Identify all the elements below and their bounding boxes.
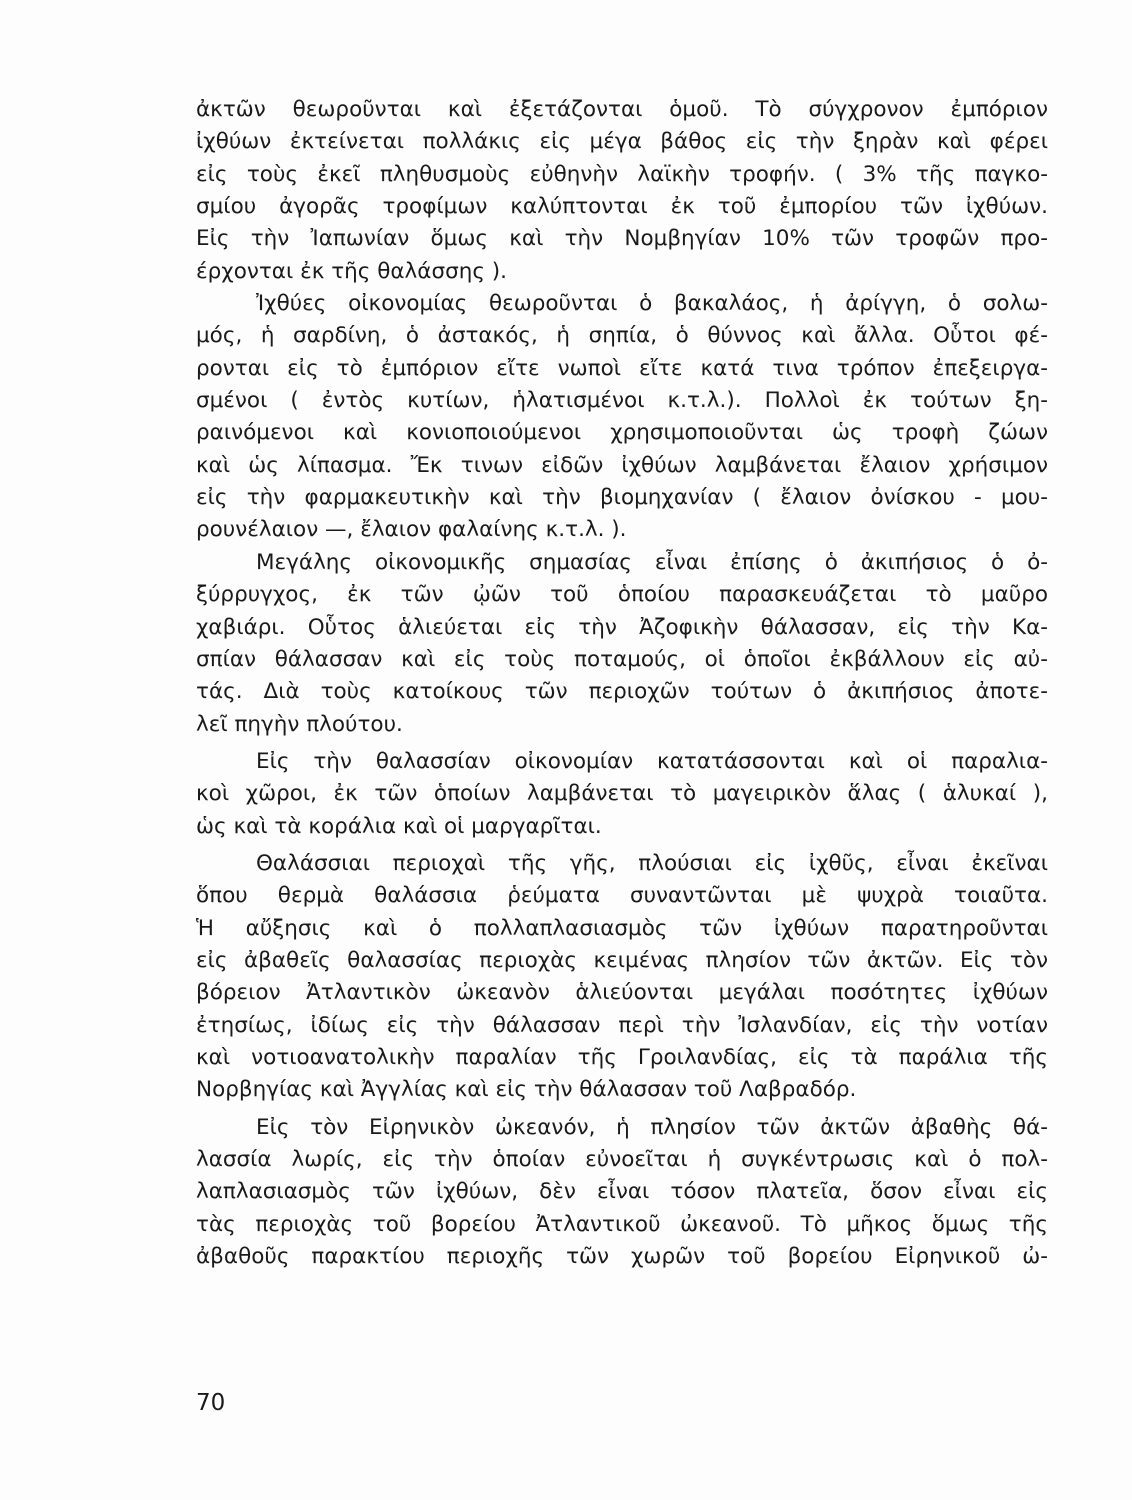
text-line: Νορβηγίας καὶ Ἀγγλίας καὶ εἰς τὴν θάλασσαν τοῦ Λαβραδόρ. — [196, 1077, 857, 1103]
text-line: Εἰς τὸν Εἰρηνικὸν ὠκεανόν, ἡ πλησίον τῶν ἀκτῶν ἀβαθὴς θά- — [256, 1114, 1048, 1140]
paragraph-coastal-areas — [196, 746, 1048, 843]
text-line: ὡς καὶ τὰ κοράλια καὶ οἱ μαργαρῖται. — [196, 813, 602, 839]
text-line: Θαλάσσιαι περιοχαὶ τῆς γῆς, πλούσιαι εἰς ἰχθῦς, εἶναι ἐκεῖναι — [256, 850, 1048, 876]
text-line: τὰς περιοχὰς τοῦ βορείου Ἀτλαντικοῦ ὠκεανοῦ. Τὸ μῆκος ὅμως τῆς — [196, 1211, 1048, 1237]
text-line: λασσία λωρίς, εἰς τὴν ὁποίαν εὐνοεῖται ἡ συγκέντρωσις καὶ ὁ πολ- — [196, 1147, 1048, 1172]
text-line: εἰς τὴν φαρμακευτικὴν καὶ τὴν βιομηχανίαν ( ἔλαιον ὀνίσκου - μου- — [196, 485, 1048, 511]
paragraph-pacific — [196, 1112, 1048, 1274]
text-line: έρχονται ἐκ τῆς θαλάσσης ). — [196, 258, 508, 284]
page-number: 70 — [196, 1390, 226, 1416]
text-line: ὅπου θερμὰ θαλάσσια ῥεύματα συναντῶνται μὲ ψυχρὰ τοιαῦτα. — [196, 883, 1048, 909]
text-line: ἐτησίως, ἰδίως εἰς τὴν θάλασσαν περὶ τὴν Ἰσλανδίαν, εἰς τὴν νοτίαν — [196, 1012, 1048, 1038]
text-line: βόρειον Ἀτλαντικὸν ὠκεανὸν ἁλιεύονται μεγάλαι ποσότητες ἰχθύων — [196, 980, 1048, 1006]
text-line: λεῖ πηγὴν πλούτου. — [196, 711, 403, 737]
text-line: ξύρρυγχος, ἐκ τῶν ᾠῶν τοῦ ὁποίου παρασκευάζεται τὸ μαῦρο — [196, 582, 1048, 608]
paragraph-sturgeon — [196, 547, 1048, 741]
text-line: εἰς τοὺς ἐκεῖ πληθυσμοὺς εὐθηνὴν λαϊκὴν τροφήν. ( 3% τῆς παγκο- — [196, 161, 1048, 187]
text-line: ρουνέλαιον —, ἔλαιον φαλαίνης κ.τ.λ. ). — [196, 517, 627, 543]
text-line: λαπλασιασμὸς τῶν ἰχθύων, δὲν εἶναι τόσον πλατεῖα, ὅσον εἶναι εἰς — [196, 1179, 1048, 1205]
text-line: Μεγάλης οἰκονομικῆς σημασίας εἶναι ἐπίσης ὁ ἀκιπήσιος ὁ ὀ- — [256, 549, 1048, 575]
text-line: ἀκτῶν θεωροῦνται καὶ ἐξετάζονται ὁμοῦ. Τὸ σύγχρονον ἐμπόριον — [196, 97, 1048, 122]
text-line: εἰς ἀβαθεῖς θαλασσίας περιοχὰς κειμένας πλησίον τῶν ἀκτῶν. Εἰς τὸν — [196, 947, 1048, 973]
text-line: Εἰς τὴν Ἰαπωνίαν ὅμως καὶ τὴν Νομβηγίαν 10% τῶν τροφῶν προ- — [196, 226, 1048, 252]
text-line: κοὶ χῶροι, ἐκ τῶν ὁποίων λαμβάνεται τὸ μαγειρικὸν ἅλας ( ἁλυκαί ), — [196, 781, 1048, 807]
text-line: τάς. Διὰ τοὺς κατοίκους τῶν περιοχῶν τούτων ὁ ἀκιπήσιος ἀποτε- — [196, 679, 1048, 705]
text-line: σμένοι ( ἐντὸς κυτίων, ἡλατισμένοι κ.τ.λ.). Πολλοὶ ἐκ τούτων ξη- — [196, 388, 1048, 414]
text-line: ἀβαθοῦς παρακτίου περιοχῆς τῶν χωρῶν τοῦ βορείου Εἰρηνικοῦ ὠ- — [196, 1244, 1048, 1270]
paragraph-marine-regions — [196, 848, 1048, 1107]
text-line: χαβιάρι. Οὗτος ἁλιεύεται εἰς τὴν Ἀζοφικὴν θάλασσαν, εἰς τὴν Κα- — [196, 614, 1048, 640]
text-line: ραινόμενοι καὶ κονιοποιούμενοι χρησιμοποιοῦνται ὡς τροφὴ ζώων — [196, 420, 1048, 446]
body-text — [196, 94, 1048, 1273]
text-line: Ἰχθύες οἰκονομίας θεωροῦνται ὁ βακαλάος, ἡ ἀρίγγη, ὁ σολω- — [256, 291, 1048, 317]
text-line: ἰχθύων ἐκτείνεται πολλάκις εἰς μέγα βάθος εἰς τὴν ξηρὰν καὶ φέρει — [196, 129, 1048, 155]
paragraph-fish-economy — [196, 288, 1048, 547]
text-line: σμίου ἀγορᾶς τροφίμων καλύπτονται ἐκ τοῦ ἐμπορίου τῶν ἰχθύων. — [196, 194, 1048, 220]
text-line: Ἡ αὔξησις καὶ ὁ πολλαπλασιασμὸς τῶν ἰχθύων παρατηροῦνται — [196, 915, 1048, 941]
text-line: σπίαν θάλασσαν καὶ εἰς τοὺς ποταμούς, οἱ ὁποῖοι ἐκβάλλουν εἰς αὐ- — [196, 646, 1048, 672]
text-line: καὶ νοτιοανατολικὴν παραλίαν τῆς Γροιλανδίας, εἰς τὰ παράλια τῆς — [196, 1044, 1048, 1070]
paragraph-continuation — [196, 94, 1048, 288]
text-line: ρονται εἰς τὸ ἐμπόριον εἴτε νωποὶ εἴτε κατά τινα τρόπον ἐπεξειργα- — [196, 355, 1048, 381]
text-line: Εἰς τὴν θαλασσίαν οἰκονομίαν κατατάσσονται καὶ οἱ παραλια- — [256, 748, 1048, 774]
text-line: μός, ἡ σαρδίνη, ὁ ἀστακός, ἡ σηπία, ὁ θύννος καὶ ἄλλα. Οὗτοι φέ- — [196, 323, 1048, 349]
text-line: καὶ ὡς λίπασμα. Ἔκ τινων εἰδῶν ἰχθύων λαμβάνεται ἔλαιον χρήσιμον — [196, 452, 1048, 478]
